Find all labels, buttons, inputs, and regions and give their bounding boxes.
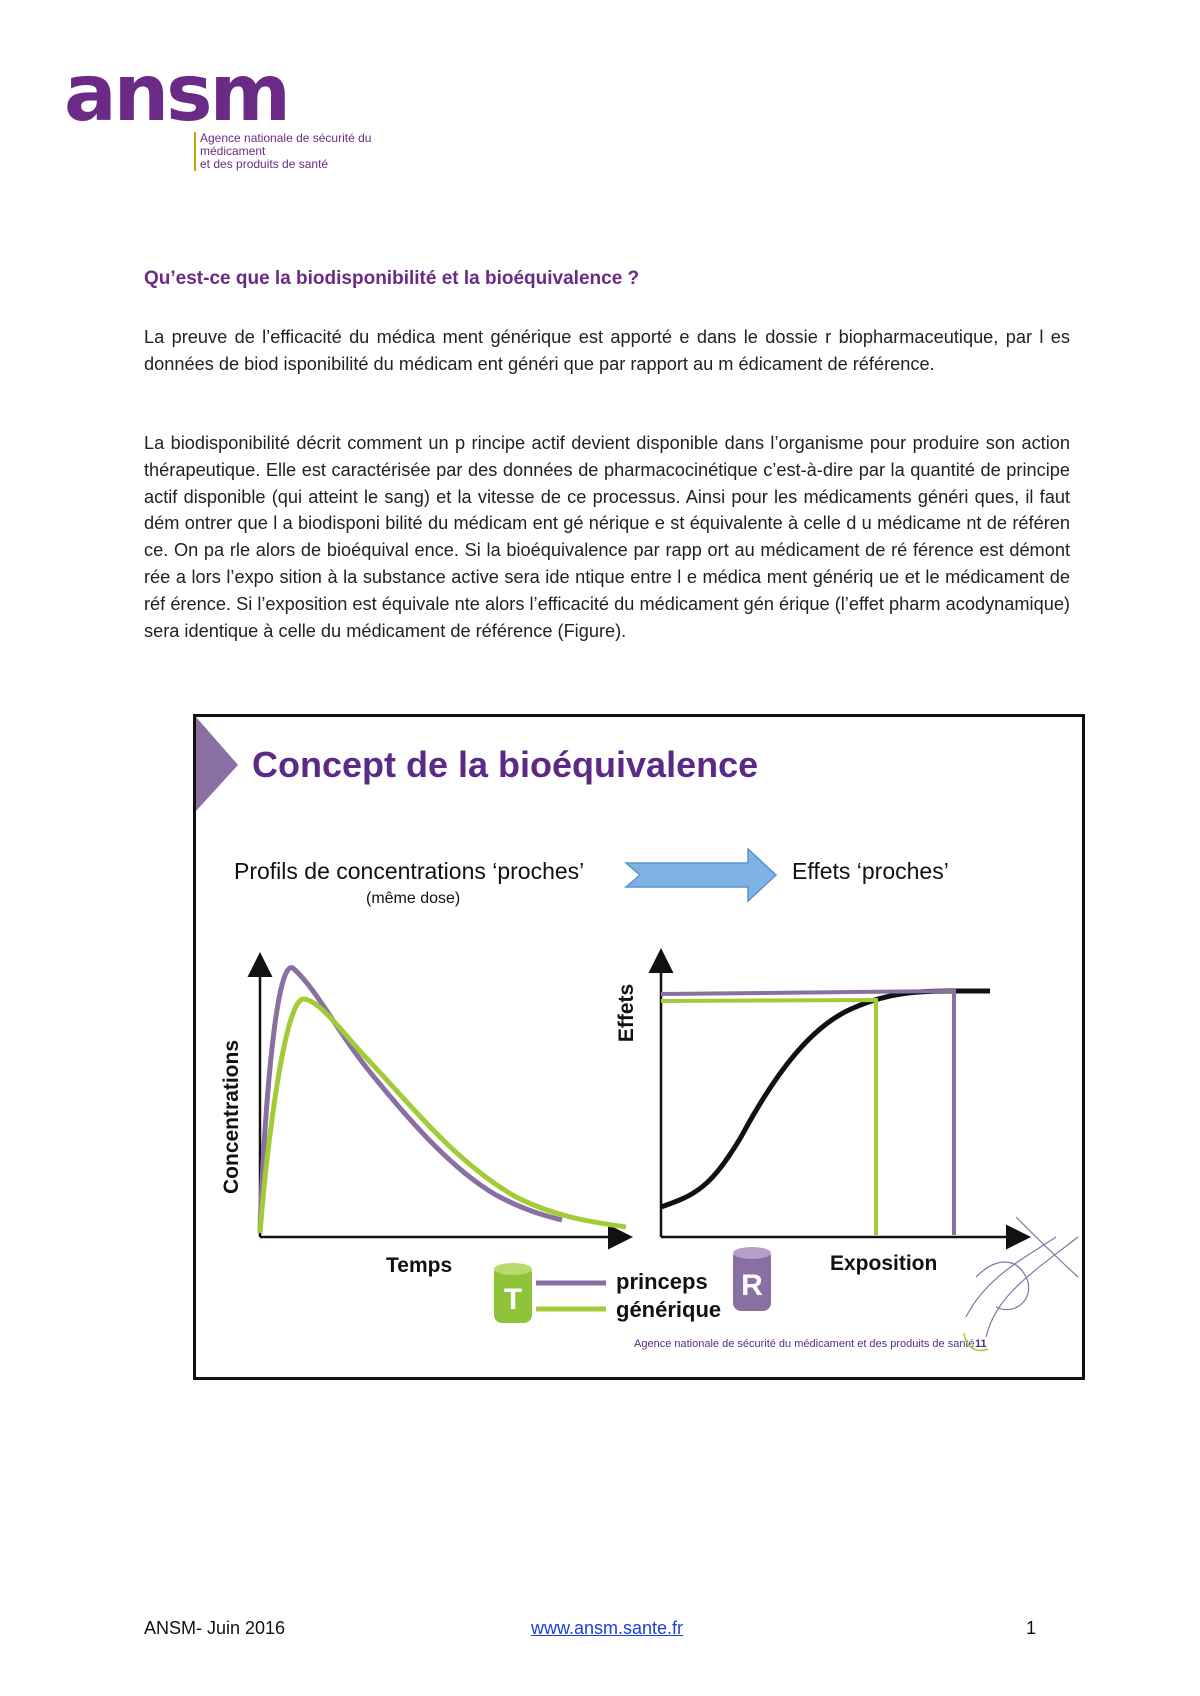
effect-curve	[661, 991, 990, 1207]
logo-tagline-line: Agence nationale de sécurité du médicament	[200, 131, 372, 158]
footer-website-link[interactable]: www.ansm.sante.fr	[531, 1618, 684, 1638]
paragraph: La preuve de l’efficacité du médica ment générique est apporté e dans le dossie r biopharmaceutique, par l es données de biod isponibilité du médicam ent généri que par rapport au m édicament de référence.	[144, 327, 1070, 374]
right-xlabel: Exposition	[830, 1252, 938, 1275]
slide-number: 11	[975, 1338, 987, 1350]
subtitle-left: Profils de concentrations ‘proches’	[234, 858, 585, 884]
title-chevron-icon	[196, 717, 238, 811]
right-arrow-icon	[626, 849, 776, 901]
badge-r-icon	[733, 1247, 771, 1311]
logo-tagline	[194, 132, 424, 171]
logo-word: ansm	[64, 60, 288, 124]
footer-date: ANSM- Juin 2016	[144, 1618, 286, 1638]
page-heading: Qu’est-ce que la biodisponibilité et la bioéquivalence ?	[144, 268, 640, 289]
figure-title: Concept de la bioéquivalence	[252, 744, 759, 785]
ansm-logo	[64, 60, 424, 170]
badge-t-icon	[494, 1263, 532, 1323]
ansm-logo-mark	[64, 60, 334, 124]
badge-t-letter: T	[503, 1283, 523, 1316]
figure-canvas	[196, 717, 1082, 1377]
logo-tagline-line: et des produits de santé	[200, 157, 329, 171]
right-ylabel: Effets	[615, 983, 638, 1043]
badge-r-letter: R	[741, 1269, 763, 1302]
curve-princeps	[260, 968, 562, 1233]
generique-effect-line	[661, 1000, 876, 1235]
legend-generique-label: générique	[616, 1297, 722, 1322]
paragraph: La biodisponibilité décrit comment un p rincipe actif devient disponible dans l’organisme pour produire son action thérapeutique. Elle est caractérisée par des données de pharmacocinétique c’est-à-dire par la quantité de principe actif disponible (qui atteint le sang) et la vitesse de ce processus. Ainsi pour les médicaments généri ques, il faut dém ontrer que l a biodisponi bilité du médicam ent gé nérique e st équivalente à celle d u médicame nt de référen ce. On pa rle alors de bioéquival ence. Si la bioéquivalence par rapp ort au médicament de ré férence est démont rée a lors l’expo sition à la substance active sera ide ntique entre l e médica ment génériq ue et le médicament de réf érence. Si l’exposition est équivale nte alors l’efficacité du médicament gén érique (l’effet pharm acodynamique) sera identique à celle du médicament de référence (Figure).	[144, 433, 1070, 641]
princeps-effect-line	[661, 991, 954, 1235]
legend-princeps-label: princeps	[616, 1269, 708, 1294]
left-ylabel: Concentrations	[220, 1039, 243, 1195]
subtitle-right: Effets ‘proches’	[792, 858, 949, 884]
decorative-swirl-icon	[966, 1217, 1078, 1337]
slide-footer-text: Agence nationale de sécurité du médicament et des produits de santé	[634, 1338, 975, 1350]
page-number: 1	[1026, 1618, 1037, 1638]
bioequivalence-figure	[193, 714, 1085, 1380]
curve-generique	[260, 999, 626, 1233]
subtitle-note: (même dose)	[366, 890, 461, 907]
left-xlabel: Temps	[386, 1254, 453, 1277]
